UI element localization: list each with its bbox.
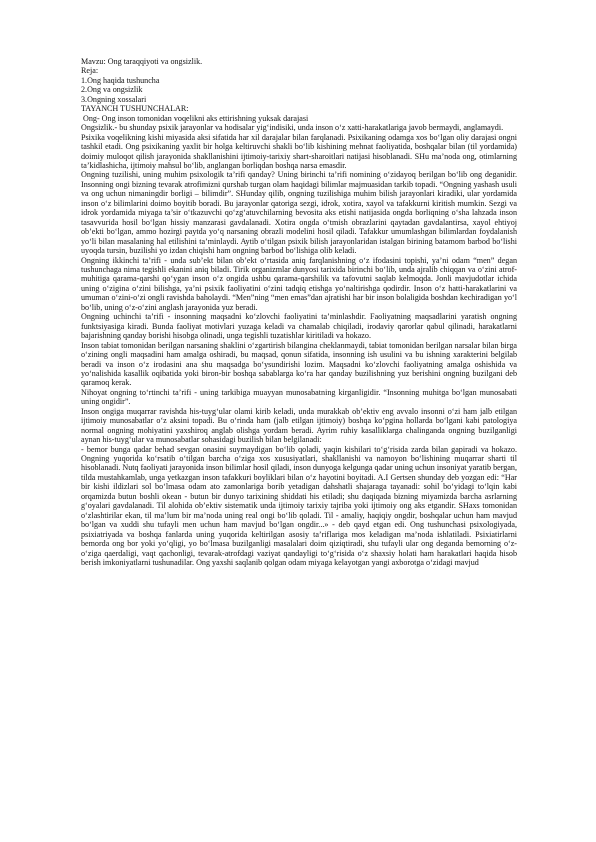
body-paragraph: Inson ongiga muqarrar ravishda his-tuyg‘ular olami kirib keladi, unda murakkab ob’ektiv eng avvalo insonni o‘zi ham jalb etilgan ijtimoiy munosabatlar o‘z aksini topadi. Bu o‘rinda ham (jalb etilgan ijtimoiy) boshqa ko‘pgina hollarda bo‘lgani kabi patologiya normal ongning mohiyatini yaxshiroq anglab olishga yordam beradi. Ayrim ruhiy kasalliklarga chalinganda ongning buzilganligi aynan his-tuyg‘ular va munosabatlar sohasidagi buzilish bilan belgilanadi: (81, 406, 517, 445)
document-page (81, 57, 517, 567)
body-paragraph: Nihoyat ongning to‘rtinchi ta’rifi - uning tarkibiga muayyan munosabatning kirganligidir. “Insonning muhitga bo‘lgan munosabati uning ongidir”. (81, 387, 517, 407)
plan-item: 1.Ong haqida tushuncha (81, 75, 160, 85)
key-concepts-heading: TAYANCH TUSHUNCHALAR: (81, 104, 189, 114)
topic-line: Mavzu: Ong taraqqiyoti va ongsizlik. (81, 57, 203, 66)
key-concepts-definition: Ong- Ong inson tomonidan voqelikni aks ettirishning yuksak darajasi (81, 113, 309, 123)
body-paragraph: Psixika voqelikning kishi miyasida aksi sifatida har xil darajalar bilan farqlanadi. Psixikaning odamga xos bo‘lgan oliy darajasi ongni tashkil etadi. Ong psixikaning yaxlit bir holga keltiruvchi shakli bo‘lib kishining mehnat faoliyatida, boshqalar bilan (til yordamida) doimiy muloqot qilish jarayonida shakllanishini ijtimoiy-tarixiy shart-sharoitlari natijasi hisoblanadi. SHu ma’noda ong, otimlarning ta’kidlashicha, ijtimoiy mahsul bo‘lib, anglangan borliqdan boshqa narsa emasdir. (81, 132, 517, 170)
body-paragraph: Ongning uchinchi ta’rifi - insonning maqsadni ko‘zlovchi faoliyatini ta’minlashdir. Faoliyatning maqsadlarini yaratish ongning funktsiyasiga kiradi. Bunda faoliyat motivlari yuzaga keladi va chamalab chiqiladi, irodaviy qarorlar qabul qilinadi, harakatlarni bajarishning qanday borishi hisobga olinadi, unga tegishli tuzatishlar kiritiladi va hokazo. (81, 312, 517, 341)
body-paragraph: Ongning ikkinchi ta’rifi - unda sub’ekt bilan ob’ekt o‘rtasida aniq farqlanishning o‘z ifodasini topishi, ya’ni odam “men” degan tushunchaga nima tegishli ekanini aniq biladi. Tirik organizmlar dunyosi tarixida birinchi bo‘lib, unda ajralib chiqqan va o‘zini atrof-muhitiga qarama-qarshi qo‘ygan inson o‘z ongida ushbu qarama-qarshilik va tafovutni saqlab kelmoqda. Jonli mavjudotlar ichida uning o‘zigina o‘zini bilishga, ya’ni psixik faoliyatini o‘zini tadqiq etishga yo‘naltirishga qodirdir. Inson o‘z hatti-harakatlarini va umuman o‘zini-o‘zi ongli ravishda baholaydi. “Men”ning “men emas”dan ajratishi har bir inson bolaligida boshdan kechiradigan yo‘l bo‘lib, uning o‘z-o‘zini anglash jarayonida yuz beradi. (81, 255, 517, 312)
plan-heading: Reja: (81, 66, 99, 76)
body-paragraph: - bemor bunga qadar behad sevgan onasini suymaydigan bo‘lib qoladi, yaqin kishilari to‘g‘risida zarda bilan gapiradi va hokazo. Ongning yuqorida ko‘rsatib o‘tilgan barcha o‘ziga xos xususiyatlari, shakllanishi va namoyon bo‘lishining muqarrar sharti til hisoblanadi. Nutq faoliyati jarayonida inson bilimlar hosil qiladi, inson dunyoga kelgunga qadar uning uchun insoniyat yaratib bergan, tilda mustahkamlab, unga yetkazgan inson tafakkuri boyliklari bilan o‘z hayotini boyitadi. A.I Gertsen shunday deb yozgan edi: “Har bir kishi ildizlari sol bo‘lmasa odam ato zamonlariga borib yetadigan dahshatli shajaraga tayanadi: sohil bo‘yidagi to‘lqin kabi orqamizda butun boshli okean - butun bir dunyo tarixining shiddati his etiladi; shu daqiqada bizning miyamizda barcha asrlarning g‘oyalari gavdalanadi. Til alohida ob’ektiv sistematik unda ijtimoiy tarixiy tajriba yoki ijtimoiy ong aks etgandir. SHaxs tomonidan o‘zlashtirilar ekan, til ma’lum bir ma’noda uning real ongi bo‘lib qoladi. Til - amaliy, haqiqiy ongdir, boshqalar uchun ham mavjud bo‘lgan va xuddi shu tufayli men uchun ham mavjud bo‘lgan ongdir...» - deb qayd etgan edi. Ong tushunchasi psixologiyada, psixiatriyada va boshqa fanlarda uning yuqorida keltirilgan asosiy ta’riflariga mos keladigan ma’noda ishlatiladi. Psixiatirlarni bemorda ong bor yoki yo‘qligi, yo bo‘lmasa buzilganligi masalalari doim qiziqtiradi, shu tufayli ular ong deganda bemorning o‘z-o‘ziga qaerdaligi, vaqt qachonligi, tevarak-atrofdagi vaziyat qandayligi to‘g‘risida o‘z shaxsiy holati ham harakatlari haqida hisob berish imkoniyatlarni tushunadilar. Ong yaxshi saqlanib qolgan odam miyaga kelayotgan yangi axborotga o‘zidagi mavjud (81, 444, 517, 568)
plan-item: 3.Ongning xossalari (81, 94, 147, 104)
body-paragraph: Ongning tuzilishi, uning muhim psixologik ta’rifi qanday? Uning birinchi ta’rifi nomining o‘zidayoq berilgan bo‘lib ong deganidir. Insonning ongi bizning tevarak atrofimizni qurshab turgan olam haqidagi bilimlar majmuasidan tarkib topadi. “Ongning yashash usuli va ong uchun nimaningdir borligi – bilimdir”. SHunday qilib, ongning tuzilishiga muhim bilish jarayonlari kiradiki, ular yordamida inson o‘z bilimlarini doimo boyitib boradi. Bu jarayonlar qatoriga sezgi, idrok, xotira, xayol va tafakkurni kiritish mumkin. Sezgi va idrok yordamida miyaga ta’sir o‘tkazuvchi qo‘zg‘atuvchilarning bevosita aks etishi natijasida ongda borliqning o‘sha lahzada inson tasavvurida hosil bo‘lgan hissiy manzarasi gavdalanadi. Xotira ongda o‘tmish obrazlarini qaytadan gavdalantirsa, xayol ehtiyoj ob’ekti bo‘lgan, ammo hozirgi paytda yo‘q narsaning obrazli modelini hosil qiladi. Tafakkur umumlashgan bilimlardan foydalanish yo‘li bilan masalaning hal etilishini ta’minlaydi. Aytib o‘tilgan psixik bilish jarayonlaridan istalgan birining batamom barbod bo‘lishi uyoqda tursin, buzilishi yo izdan chiqishi ham ongning barbod bo‘lishiga olib keladi. (81, 170, 517, 256)
body-paragraph: Inson tabiat tomonidan berilgan narsaning shaklini o‘zgartirish bilangina cheklanmaydi, tabiat tomonidan berilgan narsalar bilan birga o‘zining ongli maqsadini ham amalga oshiradi, bu maqsad, qonun sifatida, insonning ish usulini va bu ishning xarakterini belgilab beradi va inson o‘z irodasini ana shu maqsadga bo‘ysundirishi lozim. Maqsadni ko‘zlovchi faoliyatning amalga oshishida va yo‘nalishida kasallik oqibatida yoki biron-bir boshqa sabablarga ko‘ra har qanday buzilishning yuz berishini ongning buzilgani deb qaramoq kerak. (81, 340, 517, 388)
body-paragraph: Ongsizlik.- bu shunday psixik jarayonlar va hodisalar yig‘indisiki, unda inson o‘z xatti-harakatlariga javob bermaydi, anglamaydi. (81, 123, 504, 133)
plan-item: 2.Ong va ongsizlik (81, 85, 143, 95)
